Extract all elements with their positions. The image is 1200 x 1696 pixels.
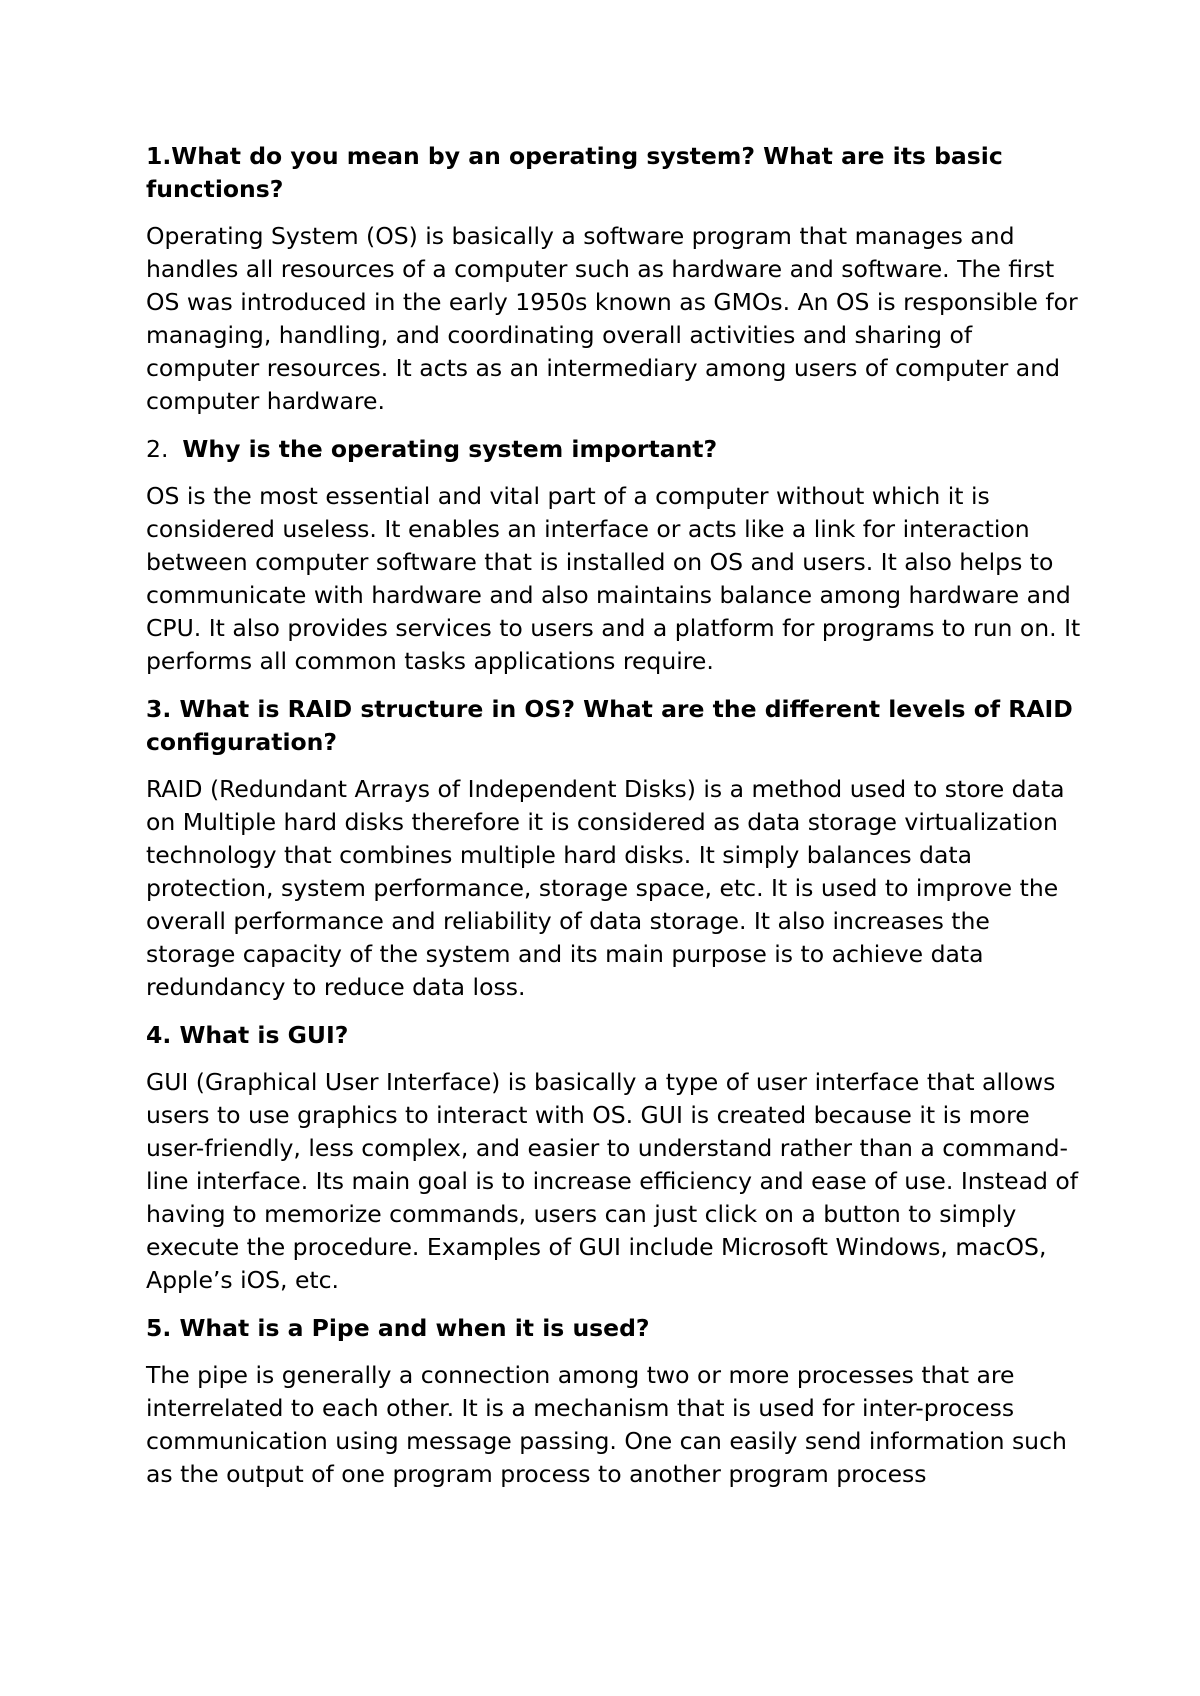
question-2-text: Why is the operating system important?	[182, 435, 718, 463]
answer-3-paragraph: RAID (Redundant Arrays of Independent Disks) is a method used to store data on Multiple hard disks therefore it is considered as data storage virtualization technology that combines multiple hard disks. It simply balances data protection, system performance, storage space, etc. It is used to improve the overall performance and reliability of data storage. It also increases the storage capacity of the system and its main purpose is to achieve data redundancy to reduce data loss.	[146, 775, 1065, 1001]
question-2-heading	[146, 433, 1086, 466]
answer-1-paragraph: Operating System (OS) is basically a software program that manages and handles all resources of a computer such as hardware and software. The first OS was introduced in the early 1950s known as GMOs. An OS is responsible for managing, handling, and coordinating overall activities and sharing of computer resources. It acts as an intermediary among users of computer and computer hardware.	[146, 222, 1078, 415]
question-2-number: 2.	[146, 435, 169, 463]
answer-2-paragraph: OS is the most essential and vital part of a computer without which it is considered useless. It enables an interface or acts like a link for interaction between computer software that is installed on OS and users. It also helps to communicate with hardware and also maintains balance among hardware and CPU. It also provides services to users and a platform for programs to run on. It performs all common tasks applications require.	[146, 482, 1081, 675]
answer-5-paragraph: The pipe is generally a connection among two or more processes that are interrelated to each other. It is a mechanism that is used for inter-process communication using message passing. One can easily send information such as the output of one program process to another program process	[146, 1361, 1067, 1488]
question-5-heading: 5. What is a Pipe and when it is used?	[146, 1314, 650, 1342]
answer-4-paragraph: GUI (Graphical User Interface) is basically a type of user interface that allows users to use graphics to interact with OS. GUI is created because it is more user-friendly, less complex, and easier to understand rather than a command-line interface. Its main goal is to increase efficiency and ease of use. Instead of having to memorize commands, users can just click on a button to simply execute the procedure. Examples of GUI include Microsoft Windows, macOS, Apple’s iOS, etc.	[146, 1068, 1079, 1294]
question-3-heading: 3. What is RAID structure in OS? What are the different levels of RAID configuration?	[146, 695, 1073, 756]
document-page	[146, 140, 1086, 1506]
question-1-heading: 1.What do you mean by an operating system? What are its basic functions?	[146, 142, 1003, 203]
question-4-heading: 4. What is GUI?	[146, 1021, 349, 1049]
